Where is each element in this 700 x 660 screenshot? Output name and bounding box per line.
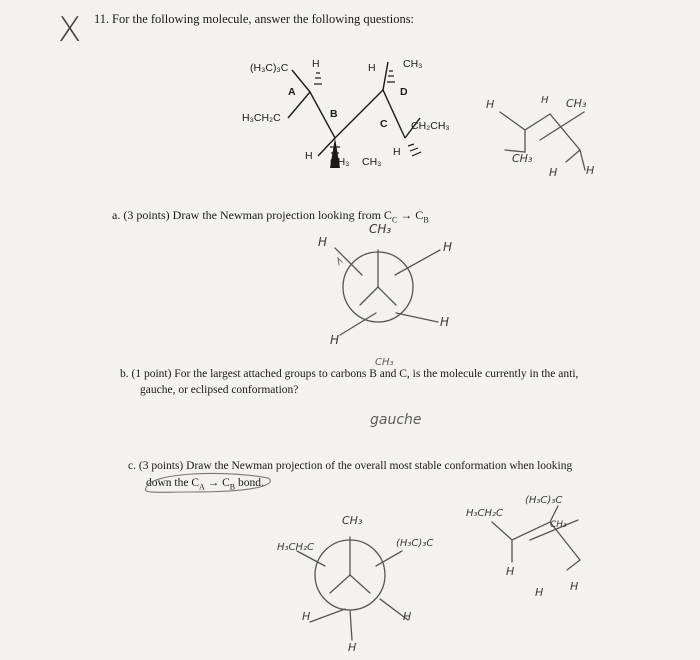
part-c-sub1: A bbox=[199, 482, 205, 492]
mol-label: H bbox=[305, 150, 313, 162]
sketch-label: H bbox=[549, 166, 558, 179]
sketch-c-label: H bbox=[535, 586, 544, 599]
mol-label: CH₂CH₃ bbox=[411, 120, 450, 132]
sketch-c-label: (H₃C)₃C bbox=[525, 495, 563, 506]
x-mark: X bbox=[58, 10, 82, 50]
mol-label: CH₃ bbox=[403, 58, 423, 70]
mol-label: D bbox=[400, 86, 408, 98]
mol-label: CH₃ bbox=[362, 156, 382, 168]
part-c-c2: C bbox=[222, 477, 230, 489]
sketch-label: H bbox=[586, 164, 595, 177]
question-number: 11. bbox=[94, 12, 110, 26]
mol-label: H bbox=[368, 62, 376, 74]
question-prompt: For the following molecule, answer the following questions: bbox=[112, 12, 415, 26]
newman-a-label: H bbox=[330, 333, 340, 347]
part-b-prompt-line2: gauche, or eclipsed conformation? bbox=[140, 384, 299, 396]
part-a-arrow: → bbox=[400, 208, 413, 222]
part-a-text: (3 points) Draw the Newman projection looking from C bbox=[123, 208, 392, 222]
mol-label: H bbox=[312, 58, 320, 70]
newman-c-label: CH₃ bbox=[342, 514, 363, 527]
newman-c-label: H bbox=[348, 641, 357, 654]
sketch-c-label: H bbox=[506, 565, 515, 578]
part-b-annotation: CH₃ bbox=[375, 357, 394, 368]
part-b-letter: b. bbox=[120, 368, 129, 380]
mol-label: B bbox=[330, 108, 338, 120]
mol-label: H bbox=[393, 146, 401, 158]
sketch-c-label: H bbox=[570, 580, 579, 593]
part-c-letter: c. bbox=[128, 460, 136, 472]
part-a-c2: C bbox=[415, 208, 424, 222]
newman-c-label: (H₃C)₃C bbox=[396, 538, 434, 549]
sketch-label: H bbox=[486, 98, 495, 111]
newman-a-label: H bbox=[318, 235, 328, 249]
part-b-text1: (1 point) For the largest attached groups to carbons B and C, is the molecule currently in the anti, bbox=[131, 368, 579, 380]
part-c-text1: (3 points) Draw the Newman projection of the overall most stable conformation when looking bbox=[138, 460, 573, 472]
mol-label: A bbox=[288, 86, 296, 98]
sketch-label: H bbox=[541, 95, 549, 106]
newman-a-label: CH₃ bbox=[369, 222, 392, 236]
mol-label: C bbox=[380, 118, 388, 130]
sketch-label: CH₃ bbox=[566, 97, 587, 110]
newman-c-label: H bbox=[302, 610, 311, 623]
part-c-text2-pre: down the C bbox=[146, 477, 200, 489]
part-c-sub2: B bbox=[229, 482, 236, 492]
newman-a-label: H bbox=[440, 315, 450, 329]
part-a-sub1: C bbox=[391, 215, 398, 225]
mol-label: (H₃C)₃C bbox=[250, 62, 289, 74]
newman-c-label: H bbox=[403, 610, 412, 623]
newman-a-label: H bbox=[443, 240, 453, 254]
mol-label: H₃CH₂C bbox=[242, 112, 281, 124]
newman-c-label: H₃CH₂C bbox=[277, 542, 315, 553]
part-a-sub2: B bbox=[423, 215, 429, 225]
sketch-label: CH₃ bbox=[512, 152, 533, 165]
sketch-c-label: H₃CH₂C bbox=[466, 508, 504, 519]
part-a-letter: a. bbox=[112, 208, 121, 222]
sketch-c-label: CH₃ bbox=[550, 520, 567, 530]
part-b-answer: gauche bbox=[370, 412, 422, 428]
part-c-arrow: → bbox=[207, 477, 220, 489]
part-c-text2-post: bond. bbox=[237, 477, 264, 489]
mol-label: CH₃ bbox=[330, 156, 350, 168]
